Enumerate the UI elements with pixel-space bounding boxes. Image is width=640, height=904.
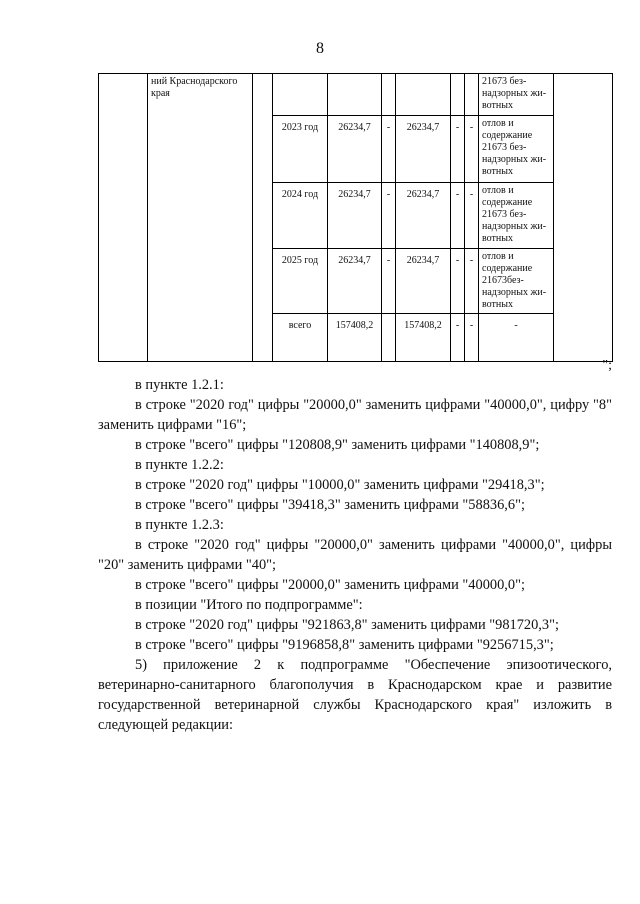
table-closing-mark: "; xyxy=(602,358,612,373)
paragraph: в строке "всего" цифры "120808,9" заменить цифрами "140808,9"; xyxy=(135,437,540,453)
program-table xyxy=(98,73,613,362)
paragraph: 5) приложение 2 к подпрограмме "Обеспечение эпизоотического, ветеринарно-санитарного благополучия в Краснодарском крае и развитие государственной ветеринарной службы Краснодарского края" изложить в следующей редакции: xyxy=(98,657,612,733)
paragraph: в строке "всего" цифры "39418,3" заменить цифрами "58836,6"; xyxy=(135,497,525,513)
cell-result: отлов и содержание 21673 без- надзорных жи- вотных xyxy=(479,116,554,183)
cell-executor xyxy=(554,74,613,362)
cell-total: 26234,7 xyxy=(328,249,382,314)
cell-other: - xyxy=(465,183,479,249)
cell-regional: 26234,7 xyxy=(396,183,451,249)
paragraph: в строке "всего" цифры "9196858,8" заменить цифрами "9256715,3"; xyxy=(135,637,554,653)
cell-result: отлов и содержание 21673 без- надзорных жи- вотных xyxy=(479,183,554,249)
cell-year: 2024 год xyxy=(273,183,328,249)
paragraph: в позиции "Итого по подпрограмме": xyxy=(135,597,363,613)
cell-municipal: - xyxy=(451,314,465,362)
cell-other: - xyxy=(465,116,479,183)
table-row xyxy=(99,74,613,116)
paragraph: в пункте 1.2.1: xyxy=(135,377,224,393)
paragraph: в строке "2020 год" цифры "20000,0" заменить цифрами "40000,0", цифры "20" заменить цифрами "40"; xyxy=(98,537,612,573)
paragraph: в строке "2020 год" цифры "20000,0" заменить цифрами "40000,0", цифру "8" заменить цифрами "16"; xyxy=(98,397,612,433)
cell-year: 2023 год xyxy=(273,116,328,183)
paragraph: в строке "всего" цифры "20000,0" заменить цифрами "40000,0"; xyxy=(135,577,525,593)
paragraph: в строке "2020 год" цифры "10000,0" заменить цифрами "29418,3"; xyxy=(135,477,545,493)
cell-result: 21673 без- надзорных жи- вотных xyxy=(479,74,554,116)
paragraph: в пункте 1.2.2: xyxy=(135,457,224,473)
amendment-text xyxy=(98,375,612,735)
cell-other: - xyxy=(465,314,479,362)
paragraph: в пункте 1.2.3: xyxy=(135,517,224,533)
cell-federal: - xyxy=(382,116,396,183)
cell-total: 26234,7 xyxy=(328,116,382,183)
cell-federal xyxy=(382,314,396,362)
cell-total: 157408,2 xyxy=(328,314,382,362)
cell-regional: 157408,2 xyxy=(396,314,451,362)
cell-number xyxy=(99,74,148,362)
cell-federal: - xyxy=(382,249,396,314)
paragraph: в строке "2020 год" цифры "921863,8" заменить цифрами "981720,3"; xyxy=(135,617,559,633)
cell-status xyxy=(253,74,273,362)
cell-regional: 26234,7 xyxy=(396,249,451,314)
cell-result: - xyxy=(479,314,554,362)
cell-municipal: - xyxy=(451,116,465,183)
cell-result: отлов и содержание 21673без- надзорных жи- вотных xyxy=(479,249,554,314)
cell-name: ний Краснодарского края xyxy=(148,74,253,362)
cell-federal: - xyxy=(382,183,396,249)
cell-municipal: - xyxy=(451,249,465,314)
cell-regional: 26234,7 xyxy=(396,116,451,183)
cell-other: - xyxy=(465,249,479,314)
cell-year: всего xyxy=(273,314,328,362)
page-number: 8 xyxy=(316,40,324,57)
cell-total: 26234,7 xyxy=(328,183,382,249)
cell-municipal: - xyxy=(451,183,465,249)
cell-year: 2025 год xyxy=(273,249,328,314)
